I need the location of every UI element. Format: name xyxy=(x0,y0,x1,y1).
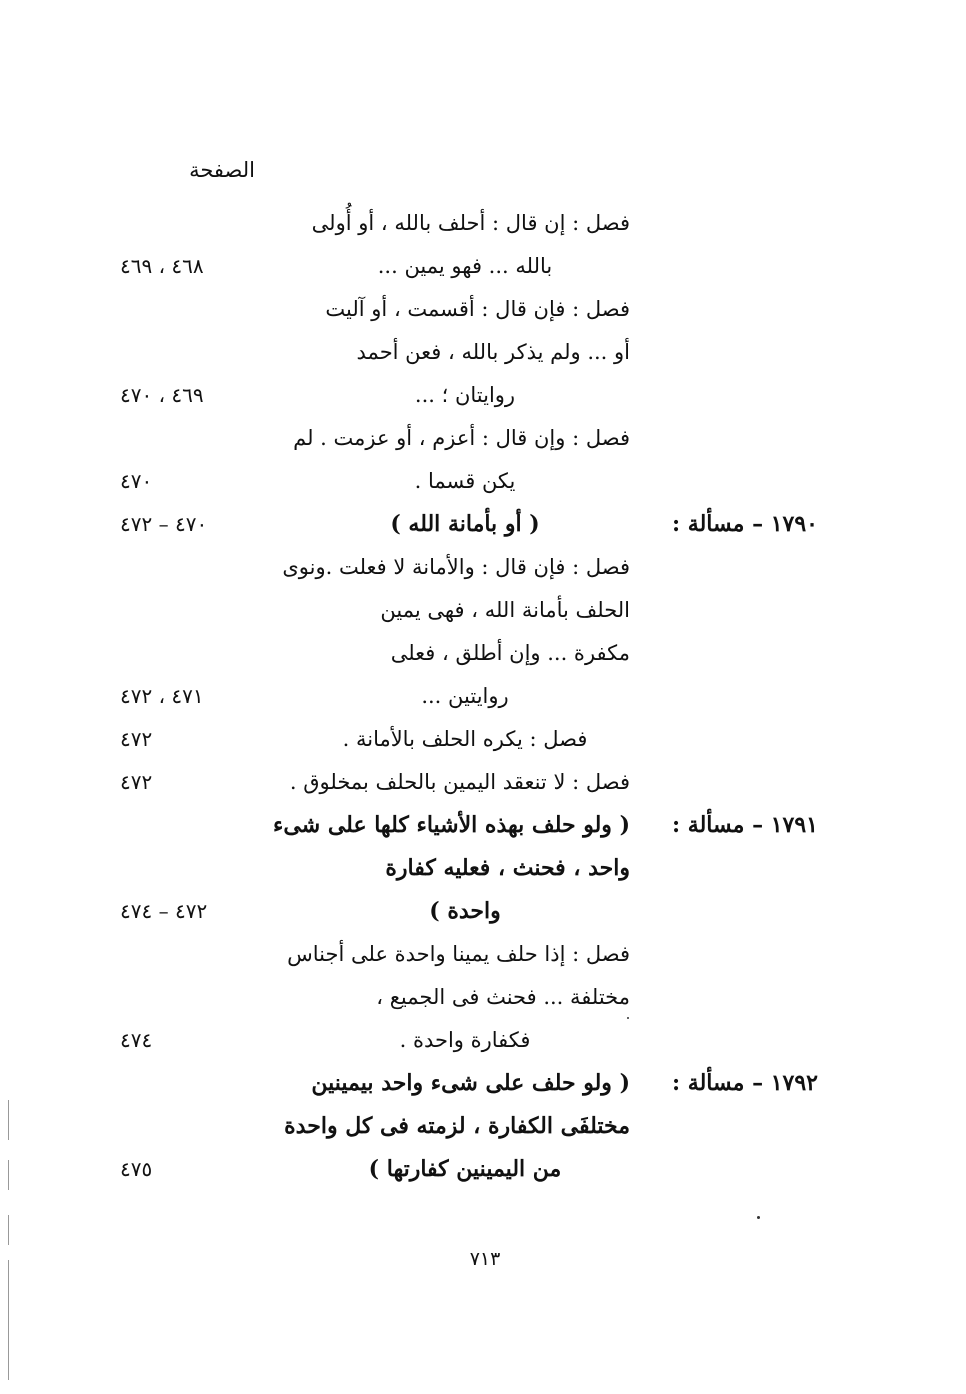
index-row xyxy=(0,1062,966,1105)
index-row xyxy=(0,718,966,761)
scan-speck xyxy=(627,1017,629,1019)
entry-text: فصل : وإن قال : أعزم ، أو عزمت . لم xyxy=(293,426,630,450)
index-row xyxy=(0,933,966,976)
index-row xyxy=(0,460,966,503)
entry-text: روايتان ؛ ... xyxy=(414,383,516,407)
entry-text: أو ... ولم يذكر بالله ، فعن أحمد xyxy=(356,340,630,364)
entry-text: مختلفة ... فحنث فى الجميع ، xyxy=(376,985,630,1009)
entry-text: فصل : إن قال : أحلف بالله ، أو أُولى xyxy=(311,211,630,235)
index-row xyxy=(0,546,966,589)
page-reference: ٤٧٠ – ٤٧٢ xyxy=(120,512,208,536)
entry-text: فصل : إذا حلف يمينا واحدة على أجناس xyxy=(287,942,630,966)
index-row xyxy=(0,245,966,288)
scan-edge-mark xyxy=(8,1215,9,1245)
scan-speck xyxy=(757,1216,760,1219)
issue-number-label: ١٧٩٢ – مسألة : xyxy=(672,1070,818,1096)
index-row xyxy=(0,202,966,245)
entry-text: يكن قسما . xyxy=(414,469,516,493)
page-reference: ٤٧١ ، ٤٧٢ xyxy=(120,684,204,708)
entry-text: مختلفَى الكفارة ، لزمته فى كل واحدة xyxy=(284,1113,630,1139)
index-row xyxy=(0,331,966,374)
index-row xyxy=(0,675,966,718)
index-row xyxy=(0,847,966,890)
scan-edge-mark xyxy=(8,1260,9,1380)
scan-edge-mark xyxy=(8,1160,9,1190)
index-row xyxy=(0,503,966,546)
page-reference: ٤٧٢ – ٤٧٤ xyxy=(120,899,208,923)
issue-number-label: ١٧٩٠ – مسألة : xyxy=(672,511,818,537)
page-reference: ٤٧٤ xyxy=(120,1028,153,1052)
page-reference: ٤٧٠ xyxy=(120,469,153,493)
entry-text: الحلف بأمانة الله ، فهى يمين xyxy=(380,598,630,622)
entry-text: فصل : يكره الحلف بالأمانة . xyxy=(342,727,588,751)
index-row xyxy=(0,1148,966,1191)
index-row xyxy=(0,374,966,417)
entry-text: ( أو بأمانة الله ) xyxy=(390,511,540,537)
page-reference: ٤٦٨ ، ٤٦٩ xyxy=(120,254,204,278)
page-number: ٧١٣ xyxy=(469,1248,501,1270)
entry-text: فصل : لا تنعقد اليمين بالحلف بمخلوق . xyxy=(289,770,630,794)
index-row xyxy=(0,761,966,804)
entry-text: فصل : فإن قال : أقسمت ، أو آليت xyxy=(325,297,630,321)
page-reference: ٤٦٩ ، ٤٧٠ xyxy=(120,383,204,407)
entry-text: روايتين ... xyxy=(421,684,509,708)
entry-text: مكفرة ... وإن أطلق ، فعلى xyxy=(390,641,630,665)
entry-text: ( ولو حلف بهذه الأشياء كلها على شىء xyxy=(273,812,630,838)
index-row xyxy=(0,632,966,675)
entry-text: من اليمينين كفارتها ) xyxy=(368,1156,562,1182)
page-reference: ٤٧٢ xyxy=(120,727,153,751)
index-row xyxy=(0,890,966,933)
index-row xyxy=(0,589,966,632)
page-reference: ٤٧٢ xyxy=(120,770,153,794)
page-reference: ٤٧٥ xyxy=(120,1157,153,1181)
index-row xyxy=(0,288,966,331)
scan-edge-mark xyxy=(8,1100,9,1140)
entry-text: بالله ... فهو يمين ... xyxy=(377,254,553,278)
entry-text: واحد ، فحنث ، فعليه كفارة xyxy=(385,855,630,881)
entry-text: فصل : فإن قال : والأمانة لا فعلت .ونوى xyxy=(282,555,630,579)
index-row xyxy=(0,1105,966,1148)
page-column-heading: الصفحة xyxy=(189,158,255,182)
index-row xyxy=(0,976,966,1019)
index-row xyxy=(0,1019,966,1062)
entry-text: ( ولو حلف على شىء واحد بيمينين xyxy=(311,1070,630,1096)
index-entries xyxy=(0,202,966,1191)
issue-number-label: ١٧٩١ – مسألة : xyxy=(672,812,818,838)
index-row xyxy=(0,417,966,460)
entry-text: فكفارة واحدة . xyxy=(399,1028,531,1052)
index-row xyxy=(0,804,966,847)
entry-text: واحدة ) xyxy=(429,898,501,924)
